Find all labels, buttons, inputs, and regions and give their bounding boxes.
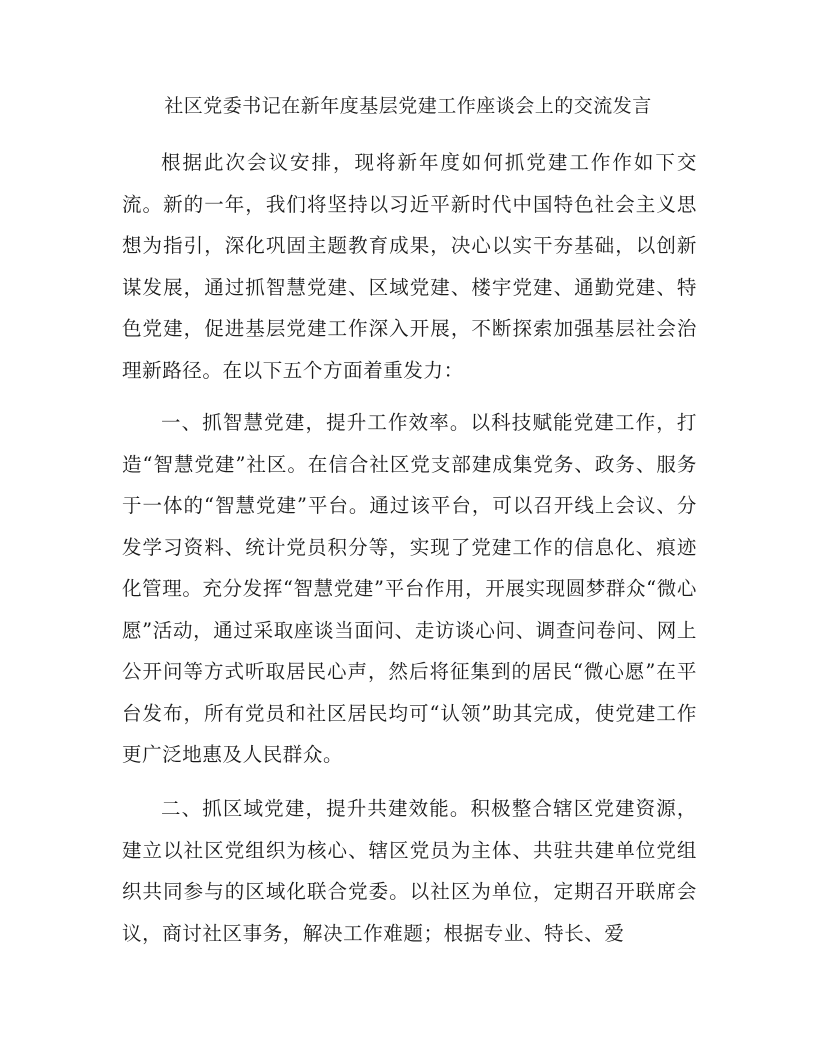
paragraph-intro: 根据此次会议安排，现将新年度如何抓党建工作作如下交流。新的一年，我们将坚持以习近平新时代中国特色社会主义思想为指引，深化巩固主题教育成果，决心以实干夯基础，以创新谋发展，通过抓智慧党建、区域党建、楼宇党建、通勤党建、特色党建，促进基层党建工作深入开展，不断探索加强基层社会治理新路径。在以下五个方面着重发力： [122,151,697,382]
document-title: 社区党委书记在新年度基层党建工作座谈会上的交流发言 [164,95,652,117]
paragraph-smart-party-building: 一、抓智慧党建，提升工作效率。以科技赋能党建工作，打造“智慧党建”社区。在信合社区党支部建成集党务、政务、服务于一体的“智慧党建”平台。通过该平台，可以召开线上会议、分发学习资料、统计党员积分等，实现了党建工作的信息化、痕迹化管理。充分发挥“智慧党建”平台作用，开展实现圆梦群众“微心愿”活动，通过采取座谈当面问、走访谈心问、调查问卷问、网上公开问等方式听取居民心声，然后将征集到的居民“微心愿”在平台发布，所有党员和社区居民均可“认领”助其完成，使党建工作更广泛地惠及人民群众。 [122,411,697,766]
paragraph-regional-party-building: 二、抓区域党建，提升共建效能。积极整合辖区党建资源，建立以社区党组织为核心、辖区党员为主体、共驻共建单位党组织共同参与的区域化联合党委。以社区为单位，定期召开联席会议，商讨社区事务，解决工作难题；根据专业、特长、爱 [122,797,697,945]
